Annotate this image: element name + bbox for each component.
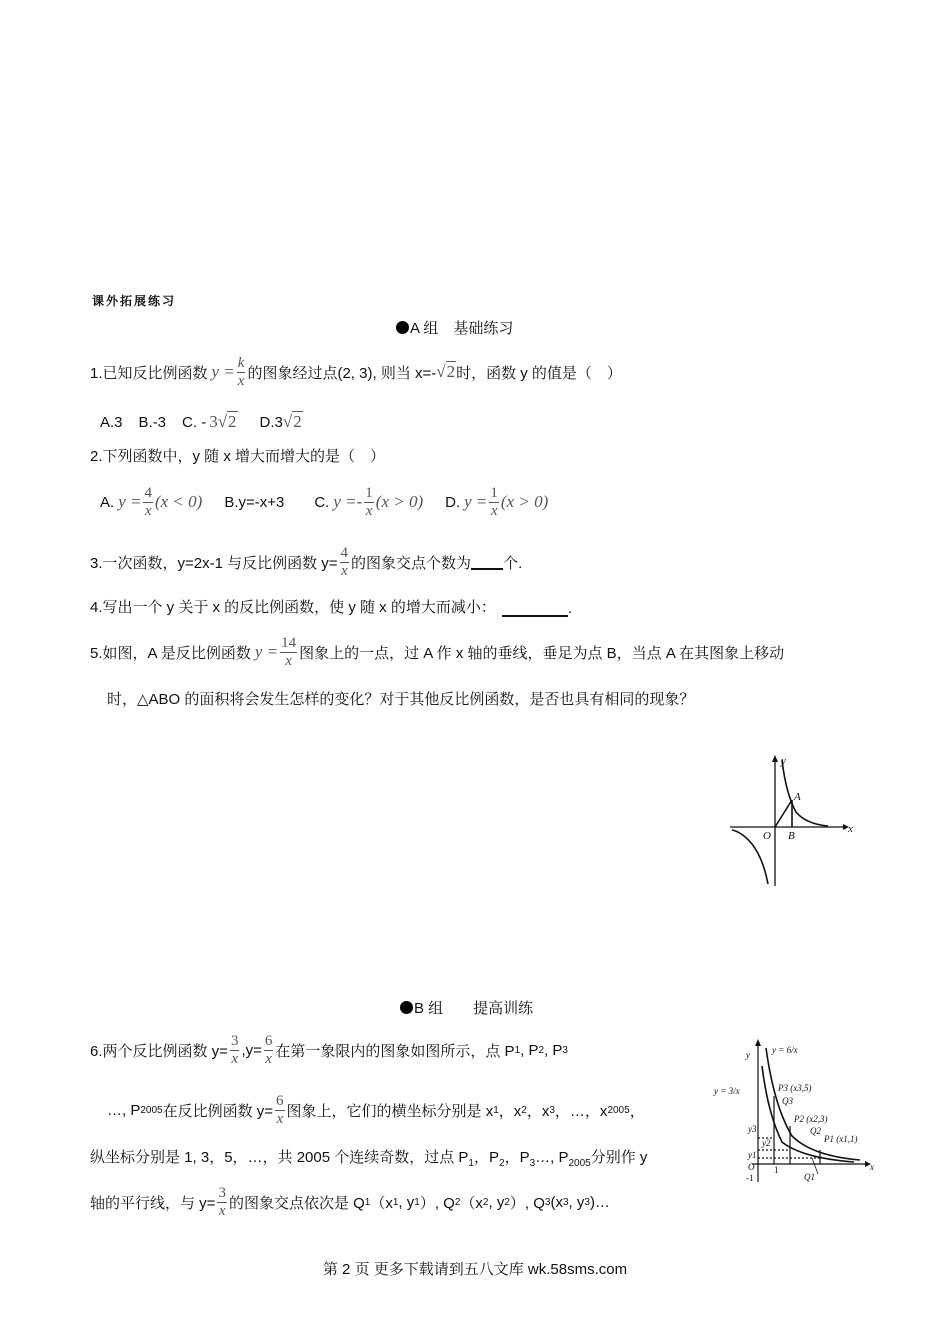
question-1: [90, 352, 622, 392]
q2-option-a: A.: [100, 493, 115, 511]
label-curve-3: y = 3/x: [714, 1086, 740, 1096]
question-4: 4.写出一个 y 关于 x 的反比例函数，使 y 随 x 的增大而减小： .: [90, 599, 573, 617]
q1-option-a: A.3: [100, 413, 123, 431]
q1-prefix: 1.已知反比例函数: [90, 364, 208, 382]
hyperbola-upper-branch: [782, 760, 828, 826]
q5-line-2: 时，△ABO 的面积将会发生怎样的变化？对于其他反比例函数，是否也具有相同的现象？: [107, 691, 695, 708]
label-y1: y1: [748, 1150, 757, 1160]
q2-option-c: C.: [314, 493, 330, 511]
q1-func: y =: [211, 362, 235, 381]
label-q1: Q1: [804, 1172, 815, 1182]
q1-suffix: 时，函数 y 的值是（ ）: [456, 364, 622, 382]
label-origin: O: [748, 1162, 755, 1172]
q2-option-b: B.y=-x+3: [224, 493, 285, 511]
q1-sqrt: √2: [436, 362, 456, 381]
label-q2: Q2: [810, 1126, 821, 1136]
question-3: 3.一次函数，y=2x-1 与反比例函数 y= $\frac{4}{x}$ 的图象交点个数为 个.: [90, 544, 523, 579]
group-b-heading: [400, 997, 533, 1018]
question-6-line-1: 6.两个反比例函数 y= $\frac{3}{x}$ ,y= $\frac{6}{x}$ 在第一象限内的图象如图所示，点 P 1 , P 2 , P 3: [90, 1032, 568, 1067]
label-y: y: [781, 755, 786, 767]
group-a-title: A 组 基础练习: [410, 320, 514, 337]
bullet-icon: [396, 321, 409, 334]
group-b-title: B 组 提高训练: [414, 1000, 534, 1017]
label-curve-6: y = 6/x: [772, 1045, 798, 1055]
q1-mid: 的图象经过点(2, 3), 则当 x=-: [247, 364, 437, 382]
bullet-icon: [400, 1001, 413, 1014]
label-p2: P2 (x2,3): [794, 1114, 828, 1124]
label-y-axis: y: [746, 1050, 750, 1060]
page-footer: 第 2 页 更多下载请到五八文库 wk.58sms.com: [322, 1261, 628, 1278]
q1-fraction: $\frac{k}{x}$: [237, 354, 245, 389]
label-p3: P3 (x3,5): [778, 1083, 812, 1093]
question-5: 5.如图，A 是反比例函数 y = $\frac{14}{x}$ 图象上的一点，过 A 作 x 轴的垂线，垂足为点 B，当点 A 在其图象上移动: [90, 634, 785, 669]
y-arrow-icon: [772, 755, 778, 762]
q5-graph: [728, 752, 868, 888]
segment-oa: [775, 800, 792, 827]
label-one: 1: [774, 1165, 779, 1175]
label-a: A: [794, 791, 801, 803]
label-y3: y3: [748, 1124, 757, 1134]
label-b: B: [788, 830, 795, 842]
q1-options: A.3 B.-3 C. - 3 √2 D.3 √2: [100, 412, 302, 431]
section-title: 课外拓展练习: [92, 294, 177, 308]
q1-option-c: C. -: [182, 413, 207, 431]
label-x: x: [848, 823, 853, 835]
label-p1: P1 (x1,1): [824, 1134, 858, 1144]
y-arrow-icon: [755, 1039, 761, 1046]
label-neg-one: -1: [746, 1173, 754, 1183]
question-6-line-4: 轴的平行线，与 y= $\frac{3}{x}$ 的图象交点依次是 Q 1 （x 1 , y 1 ）, Q 2 （x 2 , y 2 ）, Q 3 (x 3 , y 3 )…: [90, 1184, 610, 1219]
question-6-line-3: 纵坐标分别是 1, 3，5，…，共 2005 个连续奇数，过点 $P_1$，$P_2$，$P_3\dots$, $P_{2005}$分别作 y: [90, 1149, 648, 1169]
label-o: O: [763, 830, 771, 842]
q1-option-b: B.-3: [138, 413, 167, 431]
label-q3: Q3: [782, 1096, 793, 1106]
q2-option-d: D.: [445, 493, 461, 511]
q1-option-d: D.3: [259, 413, 283, 431]
label-x-axis: x: [870, 1162, 874, 1172]
q2-options: A. y = $\frac{4}{x}$ (x < 0) B.y=-x+3 C. y =- $\frac{1}{x}$ (x > 0) D. y = $\frac{1}{x}$ (x > 0): [100, 484, 549, 519]
label-y2: y2: [762, 1138, 771, 1148]
q6-graph: [708, 1036, 878, 1186]
question-2: 2.下列函数中，y 随 x 增大而增大的是（ ）: [90, 448, 386, 465]
question-6-line-2: …, P 2005 在反比例函数 y= $\frac{6}{x}$ 图象上，它们的横坐标分别是 x 1 ，x 2 ，x 3 ，…，x 2005 ，: [107, 1092, 645, 1127]
answer-blank[interactable]: [471, 554, 503, 570]
group-a-heading: [396, 317, 513, 338]
answer-blank[interactable]: [502, 601, 568, 617]
